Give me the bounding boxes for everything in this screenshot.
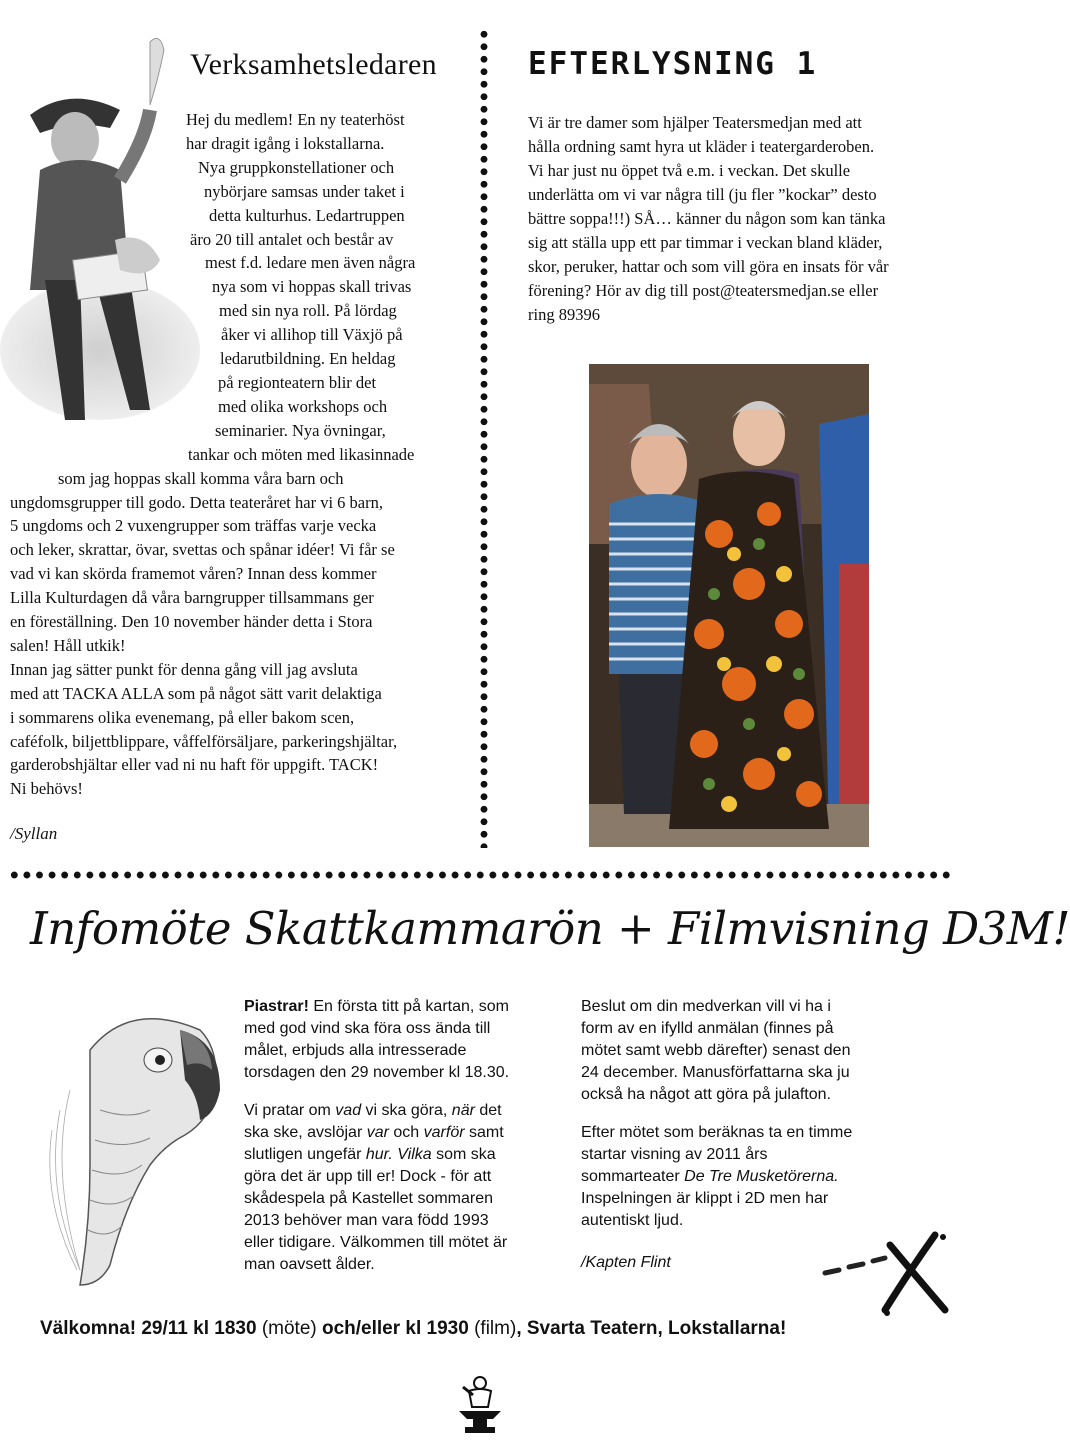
paragraph-line: 2013 behöver man vara född 1993 — [244, 1212, 489, 1229]
article-line: vad vi kan skörda framemot våren? Innan dess kommer — [10, 564, 377, 584]
article-line: och leker, skrattar, övar, svettas och spånar idéer! Vi får se — [10, 540, 395, 560]
text-span: Vi pratar om — [244, 1102, 336, 1119]
article-line: en föreställning. Den 10 november händer detta i Stora — [10, 612, 373, 632]
paragraph-line — [244, 1122, 564, 1144]
signature-text: /Kapten Flint — [581, 1254, 671, 1271]
article-line: med sin nya roll. På lördag — [219, 301, 397, 321]
article-line: hålla ordning samt hyra ut kläder i teatergarderoben. — [528, 137, 875, 156]
emphasis: varför — [423, 1124, 465, 1141]
article-line: med att TACKA ALLA som på något sätt varit delaktiga — [10, 683, 382, 703]
leader-signature: /Syllan — [10, 824, 58, 843]
article-line: åker vi allihop till Växjö på — [221, 325, 403, 345]
text-span: som ska — [431, 1146, 496, 1163]
article-line: nya som vi hoppas skall trivas — [212, 277, 412, 297]
wanted-heading: EFTERLYSNING 1 — [528, 46, 818, 82]
article-line: med olika workshops och — [218, 396, 388, 416]
two-women-holding-dress-image — [589, 364, 869, 847]
paragraph-line — [244, 1144, 564, 1166]
article-line: skor, peruker, hattar och som vill göra en insats för vår — [528, 257, 889, 276]
article-line: garderobshjältar eller vad ni nu haft för uppgift. TACK! — [10, 755, 379, 775]
paragraph-line: med god vind ska föra oss ända till — [244, 1020, 491, 1037]
article-line: detta kulturhus. Ledartruppen — [209, 205, 405, 225]
paragraph-line — [244, 1100, 564, 1122]
article-line: Vi är tre damer som hjälper Teatersmedjan med att — [528, 113, 862, 132]
wardrobe-photo — [589, 364, 869, 847]
article-line: 5 ungdoms och 2 vuxengrupper som träffas varje vecka — [10, 516, 377, 536]
parrot-drawing — [30, 990, 230, 1290]
text-span: slutligen ungefär — [244, 1146, 366, 1163]
article-line: sig att ställa upp ett par timmar i veckan bland kläder, — [528, 233, 883, 252]
article-line: har dragit igång i lokstallarna. — [186, 133, 385, 153]
article-line: underlätta om vi var några till (ju fler ”kockar” desto — [528, 185, 877, 204]
article-line: tankar och möten med likasinnade — [188, 444, 415, 464]
paragraph-line — [244, 996, 564, 1018]
footer-film-time: och/eller kl 1930 — [322, 1318, 469, 1339]
paragraph-text: En första titt på kartan, som — [308, 998, 510, 1015]
paragraph-line: torsdagen den 29 november kl 18.30. — [244, 1064, 510, 1081]
article-line: på regionteatern blir det — [218, 372, 377, 392]
article-line: som jag hoppas skall komma våra barn och — [58, 468, 344, 488]
article-line: bättre soppa!!!) SÅ… känner du någon som kan tänka — [528, 209, 886, 228]
leader-article — [10, 108, 465, 801]
treasure-map-x-mark — [815, 1225, 955, 1320]
article-line: Ni behövs! — [10, 779, 83, 799]
text-span: ska ske, avslöjar — [244, 1124, 367, 1141]
article-line: ungdomsgrupper till godo. Detta teateråret har vi 6 barn, — [10, 492, 383, 512]
emphasis: när — [451, 1102, 475, 1119]
text-span: vi ska göra, — [361, 1102, 452, 1119]
paragraph-line: Beslut om din medverkan vill vi ha i — [581, 998, 831, 1015]
article-line: förening? Hör av dig till post@teatersmedjan.se eller — [528, 281, 879, 300]
text-span: sommarteater — [581, 1168, 685, 1185]
wanted-article — [528, 111, 948, 327]
article-line: nybörjare samsas under taket i — [204, 181, 405, 201]
article-line: mest f.d. ledare men även några — [205, 253, 416, 273]
vertical-dotted-divider — [477, 28, 491, 848]
paragraph-line: skådespela på Kastellet sommaren — [244, 1190, 494, 1207]
x-mark-icon — [815, 1225, 955, 1320]
article-line: Lilla Kulturdagen då våra barngrupper tillsammans ger — [10, 588, 374, 608]
article-line: i sommarens olika evenemang, på eller bakom scen, — [10, 707, 355, 727]
paragraph-line — [581, 1166, 901, 1188]
paragraph-line: form av en ifylld anmälan (finnes på — [581, 1020, 834, 1037]
paragraph-line: målet, erbjuds alla intresserade — [244, 1042, 467, 1059]
paragraph-line: man oavsett ålder. — [244, 1256, 375, 1273]
emphasis: hur. — [365, 1146, 393, 1163]
text-span: och — [388, 1124, 424, 1141]
paragraph-line: mötet samt webb därefter) senast den — [581, 1042, 851, 1059]
text-span: det — [474, 1102, 502, 1119]
paragraph-line: Inspelningen är klippt i 2D men har — [581, 1190, 829, 1207]
article-line: seminarier. Nya övningar, — [215, 420, 386, 440]
article-line: Nya gruppkonstellationer och — [198, 157, 395, 177]
article-line: caféfolk, biljettblippare, våffelförsäljare, parkeringshjältar, — [10, 731, 398, 751]
article-line: ledarutbildning. En heldag — [220, 349, 396, 369]
paragraph-gap — [581, 1106, 901, 1122]
parrot-illustration — [30, 990, 230, 1290]
info-column-1 — [244, 996, 564, 1276]
horizontal-dotted-divider — [8, 868, 952, 882]
footer-meeting-note: (möte) — [256, 1318, 322, 1339]
emphasis: Vilka — [397, 1146, 432, 1163]
paragraph-line: autentiskt ljud. — [581, 1212, 684, 1229]
article-line: salen! Håll utkik! — [10, 635, 126, 655]
footer-film-note: (film) — [468, 1318, 517, 1339]
footer-date-meeting: Välkomna! 29/11 kl 1830 — [40, 1318, 257, 1339]
paragraph-line: 24 december. Manusförfattarna ska ju — [581, 1064, 850, 1081]
text-span: samt — [464, 1124, 504, 1141]
paragraph-line: Efter mötet som beräknas ta en timme — [581, 1124, 853, 1141]
article-line: Innan jag sätter punkt för denna gång vill jag avsluta — [10, 659, 358, 679]
welcome-footer — [40, 1318, 786, 1340]
paragraph-line: startar visning av 2011 års — [581, 1146, 768, 1163]
film-title: De Tre Musketörerna. — [684, 1168, 839, 1185]
paragraph-line: göra det är upp till er! Dock - för att — [244, 1168, 492, 1185]
leader-heading: Verksamhetsledaren — [190, 48, 437, 81]
paragraph-gap — [244, 1084, 564, 1100]
article-line: ring 89396 — [528, 305, 600, 324]
info-banner-heading: Infomöte Skattkammarön + Filmvisning D3M! — [30, 902, 1070, 955]
highlight-word: Piastrar! — [244, 998, 309, 1015]
paragraph-line: eller tidigare. Välkommen till mötet är — [244, 1234, 508, 1251]
emphasis: vad — [335, 1102, 362, 1119]
emphasis: var — [366, 1124, 389, 1141]
article-line: äro 20 till antalet och består av — [190, 229, 394, 249]
article-line: Vi har just nu öppet två e.m. i veckan. Det skulle — [528, 161, 851, 180]
footer-location: , Svarta Teatern, Lokstallarna! — [516, 1318, 787, 1339]
blacksmith-anvil-logo-icon — [455, 1373, 505, 1435]
article-line: Hej du medlem! En ny teaterhöst — [186, 110, 405, 129]
teatersmedjan-logo — [455, 1373, 505, 1435]
paragraph-line: också ha något att göra på julafton. — [581, 1086, 831, 1103]
